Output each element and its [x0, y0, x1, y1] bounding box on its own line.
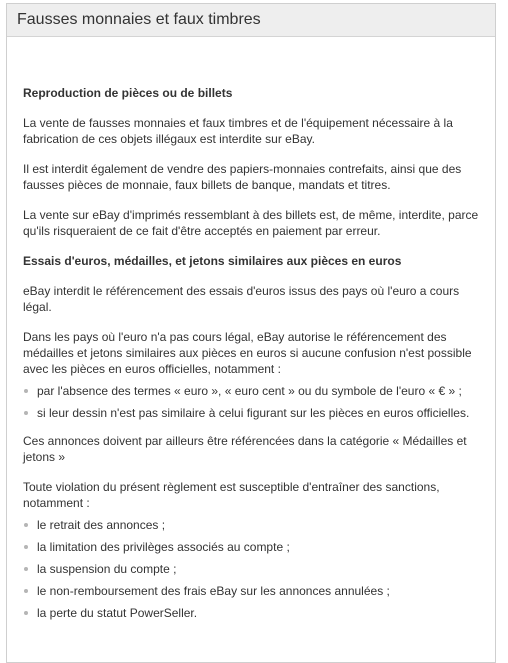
list-item	[23, 561, 483, 577]
list-item-text: si leur dessin n'est pas similaire à celui figurant sur les pièces en euros officielles.	[37, 406, 470, 420]
paragraph: Ces annonces doivent par ailleurs être référencées dans la catégorie « Médailles et jetons »	[23, 434, 467, 464]
paragraph: Dans les pays où l'euro n'a pas cours légal, eBay autorise le référencement des médailles et jetons similaires aux pièces en euros si aucune confusion n'est possible avec les pièces en euros officielles, notamment :	[23, 330, 472, 376]
list-item-text: la limitation des privilèges associés au compte ;	[37, 540, 290, 554]
bullet-icon	[24, 411, 28, 415]
panel-header	[7, 4, 495, 37]
policy-panel	[6, 3, 496, 663]
list-item-text: par l'absence des termes « euro », « euro cent » ou du symbole de l'euro « € » ;	[37, 384, 462, 398]
bullet-icon	[24, 611, 28, 615]
bullet-icon	[24, 567, 28, 571]
bullet-icon	[24, 545, 28, 549]
paragraph: La vente sur eBay d'imprimés ressemblant à des billets est, de même, interdite, parce qu'ils risqueraient de ce fait d'être acceptés en paiement par erreur.	[23, 208, 479, 238]
sanctions-list	[23, 517, 483, 621]
list-item	[23, 539, 483, 555]
panel-title: Fausses monnaies et faux timbres	[17, 11, 261, 28]
paragraph: Il est interdit également de vendre des papiers-monnaies contrefaits, ainsi que des fausses pièces de monnaie, faux billets de banque, mandats et titres.	[23, 162, 462, 192]
list-item	[23, 517, 483, 533]
list-item	[23, 583, 483, 599]
list-item	[23, 405, 483, 421]
list-item	[23, 383, 483, 399]
list-item-text: le retrait des annonces ;	[37, 518, 166, 532]
list-item-text: la perte du statut PowerSeller.	[37, 606, 198, 620]
list-item-text: le non-remboursement des frais eBay sur les annonces annulées ;	[37, 584, 390, 598]
bullet-icon	[24, 523, 28, 527]
conditions-list	[23, 383, 483, 421]
section-heading-euro-essays: Essais d'euros, médailles, et jetons similaires aux pièces en euros	[23, 254, 402, 268]
list-item	[23, 605, 483, 621]
bullet-icon	[24, 589, 28, 593]
paragraph: La vente de fausses monnaies et faux timbres et de l'équipement nécessaire à la fabrication de ces objets illégaux est interdite sur eBay.	[23, 116, 453, 146]
paragraph: eBay interdit le référencement des essais d'euros issus des pays où l'euro a cours légal.	[23, 284, 460, 314]
bullet-icon	[24, 389, 28, 393]
paragraph: Toute violation du présent règlement est susceptible d'entraîner des sanctions, notamment :	[23, 480, 440, 510]
panel-body	[7, 37, 495, 621]
section-heading-reproduction: Reproduction de pièces ou de billets	[23, 86, 233, 100]
list-item-text: la suspension du compte ;	[37, 562, 177, 576]
